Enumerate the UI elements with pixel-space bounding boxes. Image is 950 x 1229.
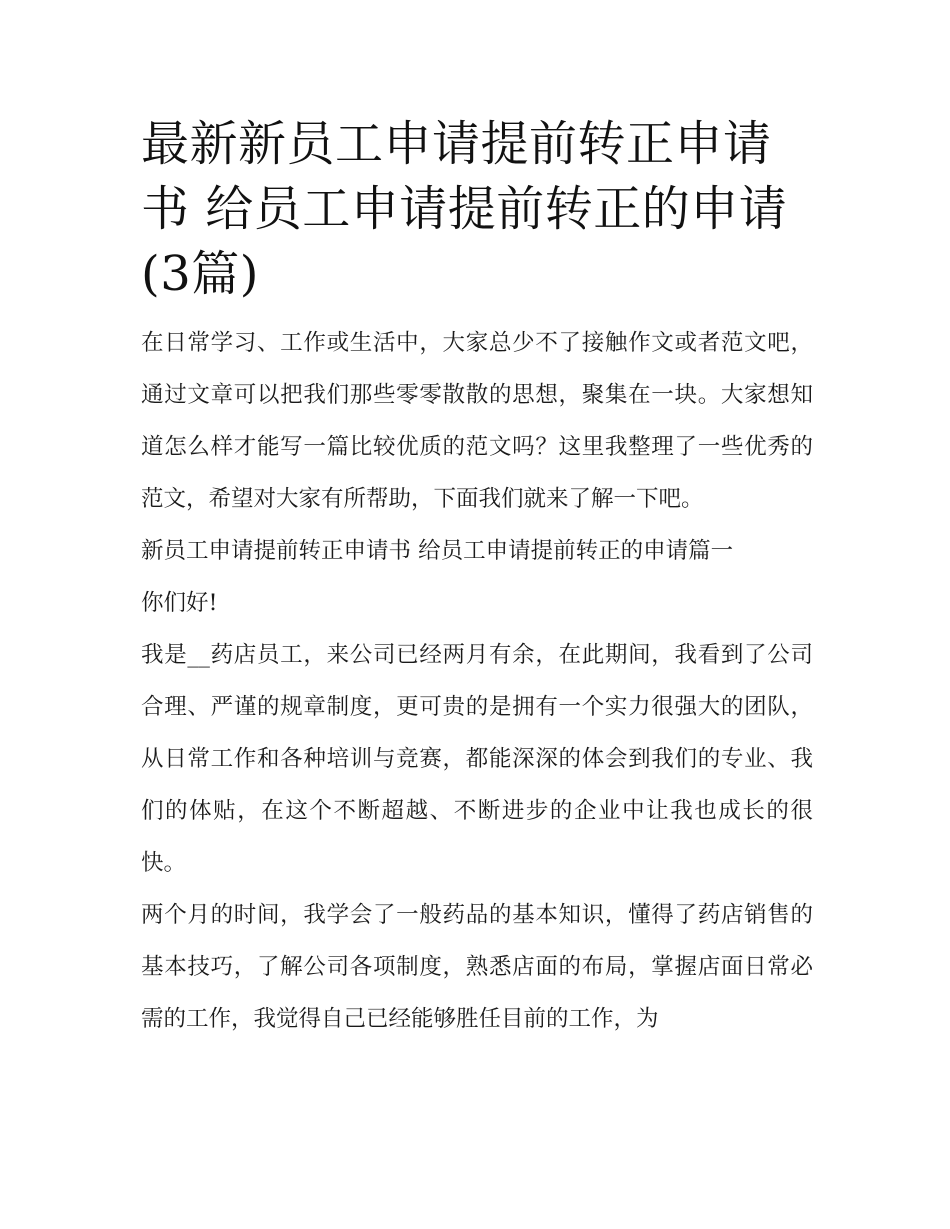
document-body [141, 317, 813, 1045]
greeting-paragraph: 你们好! [141, 590, 218, 616]
body-paragraph: 两个月的时间，我学会了一般药品的基本知识，懂得了药店销售的基本技巧，了解公司各项制度，熟悉店面的布局，掌握店面日常必需的工作，我觉得自己已经能够胜任目前的工作，为 [141, 902, 813, 1032]
body-paragraph: 我是__药店员工，来公司已经两月有余，在此期间，我看到了公司合理、严谨的规章制度，更可贵的是拥有一个实力很强大的团队，从日常工作和各种培训与竞赛，都能深深的体会到我们的专业、我们的体贴，在这个不断超越、不断进步的企业中让我也成长的很快。 [141, 642, 813, 876]
intro-paragraph: 在日常学习、工作或生活中，大家总少不了接触作文或者范文吧，通过文章可以把我们那些零零散散的思想，聚集在一块。大家想知道怎么样才能写一篇比较优质的范文吗？这里我整理了一些优秀的范文，希望对大家有所帮助，下面我们就来了解一下吧。 [141, 330, 813, 512]
document-title: 最新新员工申请提前转正申请书 给员工申请提前转正的申请(3篇) [141, 116, 788, 302]
document-page [141, 112, 813, 1045]
section-heading: 新员工申请提前转正申请书 给员工申请提前转正的申请篇一 [141, 538, 734, 564]
